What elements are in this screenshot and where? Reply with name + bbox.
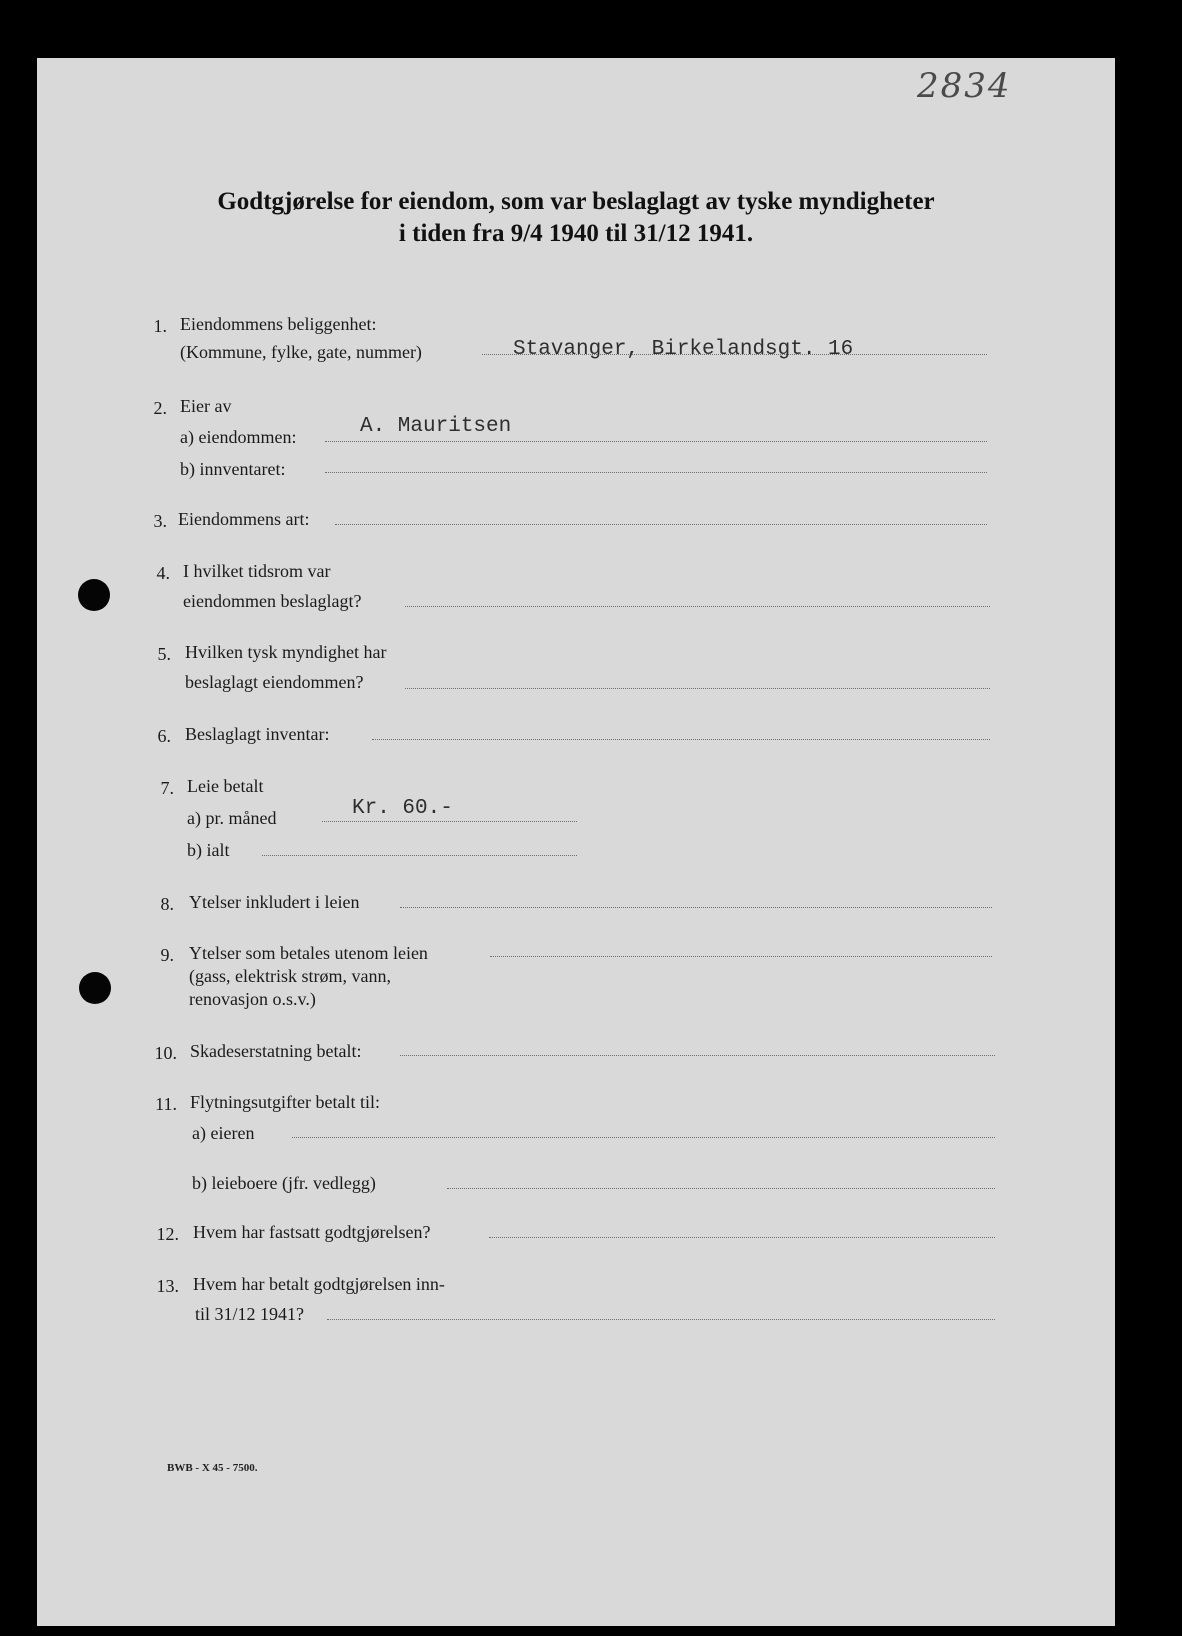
handwritten-form-number: 2834 [917, 66, 1012, 106]
item-6-answer-line[interactable] [372, 739, 990, 740]
item-12-number: 12. [156, 1224, 179, 1244]
item-3-number: 3. [153, 511, 167, 531]
item-1-number: 1. [153, 316, 167, 336]
item-7b-answer-line[interactable] [262, 855, 577, 856]
item-9-sublabel: (gass, elektrisk strøm, vann, [189, 966, 391, 986]
item-7a-label: a) pr. måned [187, 808, 277, 828]
item-5-label: Hvilken tysk myndighet har [185, 642, 387, 662]
form-title-line2: i tiden fra 9/4 1940 til 31/12 1941. [398, 220, 754, 247]
item-13-label: Hvem har betalt godtgjørelsen inn- [193, 1274, 445, 1294]
item-11-label: Flytningsutgifter betalt til: [190, 1092, 380, 1112]
item-2-number: 2. [153, 398, 167, 418]
item-4-sublabel: eiendommen beslaglagt? [183, 591, 362, 611]
item-11a-answer-line[interactable] [292, 1137, 995, 1138]
item-6-label: Beslaglagt inventar: [185, 724, 330, 744]
item-8-answer-line[interactable] [400, 907, 992, 908]
item-9-label: Ytelser som betales utenom leien [189, 943, 428, 963]
item-3-label: Eiendommens art: [178, 509, 310, 529]
item-5-number: 5. [157, 644, 171, 664]
item-1-answer: Stavanger, Birkelandsgt. 16 [513, 338, 854, 361]
form-page [37, 58, 1115, 1626]
item-6-number: 6. [157, 726, 171, 746]
item-9-answer-line[interactable] [490, 956, 992, 957]
item-12-answer-line[interactable] [489, 1237, 995, 1238]
item-1-sublabel: (Kommune, fylke, gate, nummer) [180, 342, 422, 362]
item-13-sublabel: til 31/12 1941? [195, 1304, 304, 1324]
item-2b-label: b) innventaret: [180, 459, 286, 479]
item-1-label: Eiendommens beliggenhet: [180, 314, 377, 334]
item-11b-label: b) leieboere (jfr. vedlegg) [192, 1173, 376, 1193]
item-5-answer-line[interactable] [405, 688, 990, 689]
item-10-number: 10. [154, 1043, 177, 1063]
item-2a-label: a) eiendommen: [180, 427, 297, 447]
item-10-answer-line[interactable] [400, 1055, 995, 1056]
form-title-line1: Godtgjørelse for eiendom, som var beslaglagt av tyske myndigheter [217, 188, 935, 215]
item-10-label: Skadeserstatning betalt: [190, 1041, 362, 1061]
item-12-label: Hvem har fastsatt godtgjørelsen? [193, 1222, 431, 1242]
punch-hole [78, 579, 110, 611]
item-13-number: 13. [156, 1276, 179, 1296]
printer-code: BWB - X 45 - 7500. [167, 1462, 258, 1474]
item-2-label: Eier av [180, 396, 232, 416]
item-13-answer-line[interactable] [327, 1319, 995, 1320]
item-7a-answer: Kr. 60.- [352, 797, 453, 820]
item-7b-label: b) ialt [187, 840, 230, 860]
item-9-number: 9. [160, 945, 174, 965]
punch-hole [79, 972, 111, 1004]
item-7-number: 7. [160, 778, 174, 798]
item-3-answer-line[interactable] [335, 524, 987, 525]
item-7-label: Leie betalt [187, 776, 264, 796]
item-8-label: Ytelser inkludert i leien [189, 892, 360, 912]
item-5-sublabel: beslaglagt eiendommen? [185, 672, 364, 692]
item-9-sublabel-2: renovasjon o.s.v.) [189, 989, 316, 1009]
item-4-answer-line[interactable] [405, 606, 990, 607]
item-11a-label: a) eieren [192, 1123, 255, 1143]
item-2a-answer-line[interactable] [325, 441, 987, 442]
item-4-number: 4. [156, 563, 170, 583]
item-8-number: 8. [160, 894, 174, 914]
item-2b-answer-line[interactable] [325, 472, 987, 473]
item-7a-answer-line[interactable] [322, 821, 577, 822]
item-4-label: I hvilket tidsrom var [183, 561, 331, 581]
item-2a-answer: A. Mauritsen [360, 415, 512, 438]
item-11b-answer-line[interactable] [447, 1188, 995, 1189]
item-11-number: 11. [155, 1094, 177, 1114]
